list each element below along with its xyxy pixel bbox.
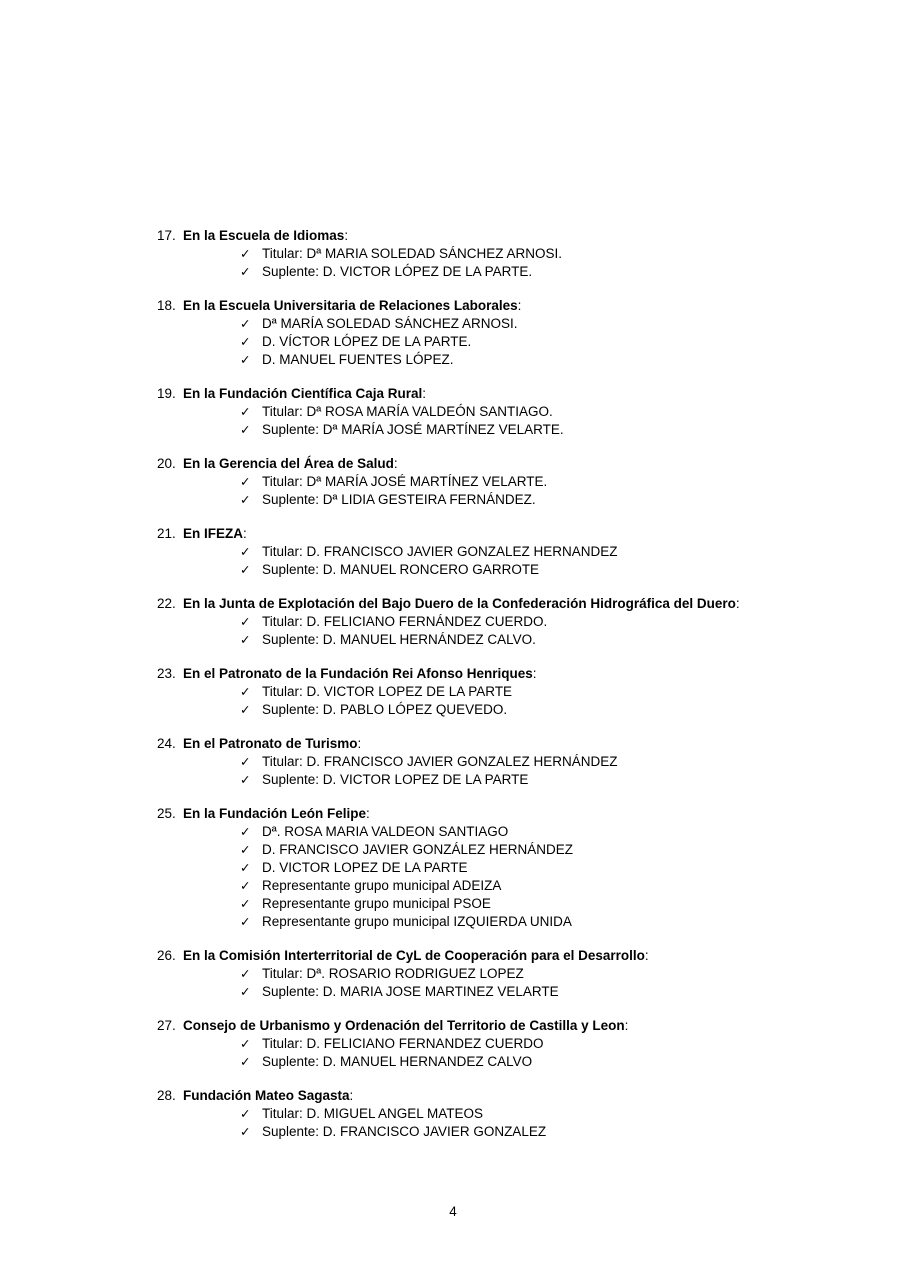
entry-row <box>240 859 761 877</box>
entry-row <box>240 1035 761 1053</box>
entry-text: Titular: D. FRANCISCO JAVIER GONZALEZ HERNANDEZ <box>262 544 618 559</box>
list-item <box>157 297 761 369</box>
checkmark-icon: ✓ <box>240 967 251 981</box>
item-title: En la Junta de Explotación del Bajo Duero de la Confederación Hidrográfica del Duero <box>183 596 736 611</box>
entry-text: Suplente: D. VICTOR LOPEZ DE LA PARTE <box>262 772 529 787</box>
checkmark-icon: ✓ <box>240 1107 251 1121</box>
entry-text: Titular: D. MIGUEL ANGEL MATEOS <box>262 1106 484 1121</box>
checkmark-icon: ✓ <box>240 265 251 279</box>
item-title-colon: : <box>344 228 349 243</box>
entry-text: D. VICTOR LOPEZ DE LA PARTE <box>262 860 468 875</box>
entry-list <box>157 753 761 789</box>
entry-text: Suplente: D. VICTOR LÓPEZ DE LA PARTE. <box>262 264 533 279</box>
item-heading <box>157 805 761 823</box>
entry-text: Titular: Dª MARÍA JOSÉ MARTÍNEZ VELARTE. <box>262 474 548 489</box>
item-number: 24. <box>157 736 176 751</box>
entry-row <box>240 245 761 263</box>
entry-list <box>157 823 761 931</box>
checkmark-icon: ✓ <box>240 879 251 893</box>
item-number: 21. <box>157 526 176 541</box>
entry-row <box>240 631 761 649</box>
entry-text: Suplente: D. PABLO LÓPEZ QUEVEDO. <box>262 702 508 717</box>
item-heading <box>157 227 761 245</box>
entry-list <box>157 613 761 649</box>
item-number: 22. <box>157 596 176 611</box>
entry-row <box>240 823 761 841</box>
checkmark-icon: ✓ <box>240 843 251 857</box>
entry-row <box>240 753 761 771</box>
item-title-colon: : <box>366 806 370 821</box>
item-title-colon: : <box>644 948 649 963</box>
entry-row <box>240 983 761 1001</box>
item-number: 19. <box>157 386 176 401</box>
checkmark-icon: ✓ <box>240 773 251 787</box>
item-title: En el Patronato de la Fundación Rei Afonso Henriques <box>183 666 533 681</box>
checkmark-icon: ✓ <box>240 861 251 875</box>
item-heading <box>157 385 761 403</box>
item-title: En la Escuela Universitaria de Relaciones Laborales <box>183 298 518 313</box>
item-heading <box>157 595 761 613</box>
entry-row <box>240 841 761 859</box>
item-title-colon: : <box>532 666 537 681</box>
checkmark-icon: ✓ <box>240 475 251 489</box>
list-item <box>157 947 761 1001</box>
entry-list <box>157 315 761 369</box>
list-item <box>157 1017 761 1071</box>
entry-row <box>240 1105 761 1123</box>
page-number: 4 <box>449 1204 457 1219</box>
item-title-colon: : <box>422 386 427 401</box>
checkmark-icon: ✓ <box>240 1125 251 1139</box>
checkmark-icon: ✓ <box>240 563 251 577</box>
entry-row <box>240 895 761 913</box>
list-item <box>157 525 761 579</box>
entry-text: Dª MARÍA SOLEDAD SÁNCHEZ ARNOSI. <box>262 316 518 331</box>
checkmark-icon: ✓ <box>240 1037 251 1051</box>
entry-text: D. FRANCISCO JAVIER GONZÁLEZ HERNÁNDEZ <box>262 842 574 857</box>
item-heading <box>157 947 761 965</box>
list-item <box>157 455 761 509</box>
entry-row <box>240 491 761 509</box>
checkmark-icon: ✓ <box>240 825 251 839</box>
entry-list <box>157 473 761 509</box>
item-title: En la Fundación León Felipe <box>183 806 367 821</box>
entry-text: Titular: Dª ROSA MARÍA VALDEÓN SANTIAGO. <box>262 404 553 419</box>
entry-row <box>240 877 761 895</box>
item-title-colon: : <box>393 456 398 471</box>
checkmark-icon: ✓ <box>240 897 251 911</box>
checkmark-icon: ✓ <box>240 915 251 929</box>
item-heading <box>157 1087 761 1105</box>
entry-row <box>240 543 761 561</box>
item-title-colon: : <box>624 1018 629 1033</box>
checkmark-icon: ✓ <box>240 755 251 769</box>
item-title: Fundación Mateo Sagasta <box>183 1088 350 1103</box>
entry-list <box>157 1105 761 1141</box>
checkmark-icon: ✓ <box>240 1055 251 1069</box>
entry-text: Suplente: D. MANUEL HERNÁNDEZ CALVO. <box>262 632 536 647</box>
entry-list <box>157 1035 761 1071</box>
entry-row <box>240 683 761 701</box>
entry-row <box>240 333 761 351</box>
entry-text: D. VÍCTOR LÓPEZ DE LA PARTE. <box>262 334 472 349</box>
item-heading <box>157 665 761 683</box>
checkmark-icon: ✓ <box>240 703 251 717</box>
entry-row <box>240 561 761 579</box>
item-number: 26. <box>157 948 176 963</box>
checkmark-icon: ✓ <box>240 353 251 367</box>
entry-text: D. MANUEL FUENTES LÓPEZ. <box>262 352 454 367</box>
entry-row <box>240 403 761 421</box>
item-heading <box>157 1017 761 1035</box>
entry-text: Suplente: Dª MARÍA JOSÉ MARTÍNEZ VELARTE. <box>262 422 564 437</box>
entry-row <box>240 613 761 631</box>
entry-text: Suplente: Dª LIDIA GESTEIRA FERNÁNDEZ. <box>262 492 536 507</box>
item-title: Consejo de Urbanismo y Ordenación del Territorio de Castilla y Leon <box>183 1018 625 1033</box>
item-title-colon: : <box>349 1088 354 1103</box>
item-heading <box>157 455 761 473</box>
item-number: 28. <box>157 1088 176 1103</box>
item-number: 27. <box>157 1018 176 1033</box>
item-title-colon: : <box>357 736 362 751</box>
checkmark-icon: ✓ <box>240 335 251 349</box>
entry-row <box>240 421 761 439</box>
checkmark-icon: ✓ <box>240 985 251 999</box>
item-number: 18. <box>157 298 176 313</box>
entry-text: Titular: D. FELICIANO FERNANDEZ CUERDO <box>262 1036 544 1051</box>
entry-row <box>240 263 761 281</box>
checkmark-icon: ✓ <box>240 405 251 419</box>
checkmark-icon: ✓ <box>240 423 251 437</box>
entry-text: Titular: D. FELICIANO FERNÁNDEZ CUERDO. <box>262 614 548 629</box>
item-title: En la Gerencia del Área de Salud <box>183 456 394 471</box>
entry-list <box>157 965 761 1001</box>
entry-text: Suplente: D. FRANCISCO JAVIER GONZALEZ <box>262 1124 547 1139</box>
entry-list <box>157 245 761 281</box>
entry-text: Dª. ROSA MARIA VALDEON SANTIAGO <box>262 824 509 839</box>
entry-row <box>240 913 761 931</box>
entry-row <box>240 473 761 491</box>
item-title: En la Fundación Científica Caja Rural <box>183 386 423 401</box>
list-item <box>157 805 761 931</box>
entry-row <box>240 701 761 719</box>
list-item <box>157 665 761 719</box>
entry-text: Titular: Dª MARIA SOLEDAD SÁNCHEZ ARNOSI. <box>262 246 563 261</box>
entry-row <box>240 1053 761 1071</box>
item-number: 23. <box>157 666 176 681</box>
entry-list <box>157 543 761 579</box>
checkmark-icon: ✓ <box>240 247 251 261</box>
list-item <box>157 595 761 649</box>
entry-text: Suplente: D. MANUEL HERNANDEZ CALVO <box>262 1054 533 1069</box>
list-item <box>157 227 761 281</box>
entry-list <box>157 683 761 719</box>
item-title: En la Comisión Interterritorial de CyL de Cooperación para el Desarrollo <box>183 948 645 963</box>
entry-text: Suplente: D. MARIA JOSE MARTINEZ VELARTE <box>262 984 559 999</box>
checkmark-icon: ✓ <box>240 633 251 647</box>
entry-list <box>157 403 761 439</box>
entry-row <box>240 771 761 789</box>
list-item <box>157 385 761 439</box>
checkmark-icon: ✓ <box>240 615 251 629</box>
entry-row <box>240 965 761 983</box>
checkmark-icon: ✓ <box>240 545 251 559</box>
item-title: En IFEZA <box>183 526 243 541</box>
list-item <box>157 735 761 789</box>
entry-row <box>240 351 761 369</box>
item-title: En el Patronato de Turismo <box>183 736 358 751</box>
entry-text: Representante grupo municipal IZQUIERDA UNIDA <box>262 914 572 929</box>
item-title-colon: : <box>243 526 247 541</box>
list-item <box>157 1087 761 1141</box>
item-heading <box>157 735 761 753</box>
entry-row <box>240 1123 761 1141</box>
appointment-list <box>157 227 761 1157</box>
checkmark-icon: ✓ <box>240 493 251 507</box>
entry-text: Representante grupo municipal PSOE <box>262 896 491 911</box>
entry-text: Titular: Dª. ROSARIO RODRIGUEZ LOPEZ <box>262 966 524 981</box>
entry-text: Representante grupo municipal ADEIZA <box>262 878 502 893</box>
checkmark-icon: ✓ <box>240 685 251 699</box>
entry-text: Titular: D. FRANCISCO JAVIER GONZALEZ HERNÁNDEZ <box>262 754 618 769</box>
item-title: En la Escuela de Idiomas <box>183 228 345 243</box>
checkmark-icon: ✓ <box>240 317 251 331</box>
item-number: 17. <box>157 228 176 243</box>
item-title-colon: : <box>735 596 740 611</box>
entry-text: Titular: D. VICTOR LOPEZ DE LA PARTE <box>262 684 513 699</box>
item-title-colon: : <box>517 298 522 313</box>
item-heading <box>157 297 761 315</box>
item-number: 20. <box>157 456 176 471</box>
item-heading <box>157 525 761 543</box>
entry-text: Suplente: D. MANUEL RONCERO GARROTE <box>262 562 540 577</box>
entry-row <box>240 315 761 333</box>
item-number: 25. <box>157 806 176 821</box>
